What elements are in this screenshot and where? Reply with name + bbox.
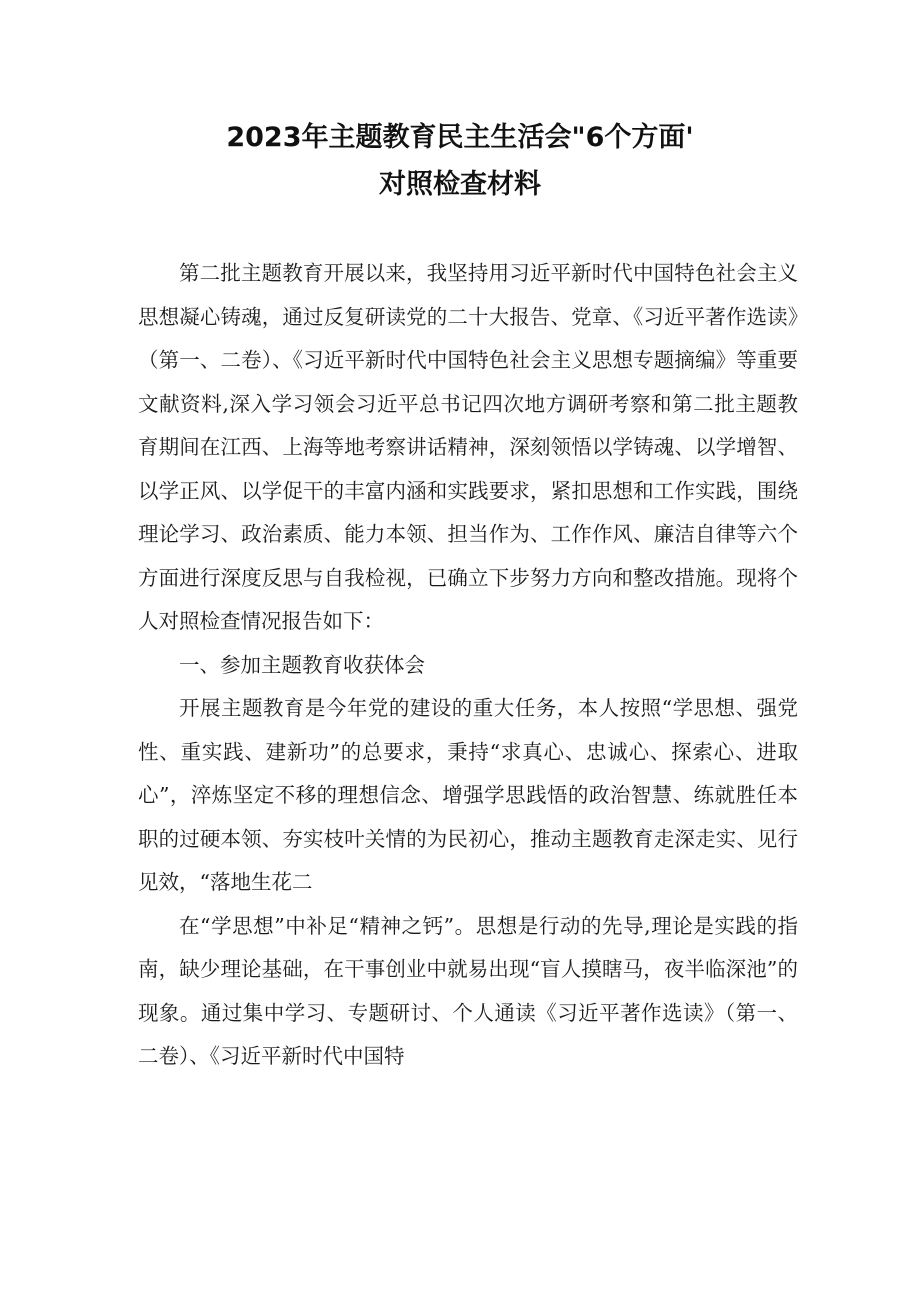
paragraph-section-1: 开展主题教育是今年党的建设的重大任务，本人按照“学思想、强党性、重实践、建新功”的总要求，秉持“求真心、忠诚心、探索心、进取心”，淬炼坚定不移的理想信念、增强学思践悟的政治智慧、练就胜任本职的过硬本领、夯实枝叶关情的为民初心，推动主题教育走深走实、见行见效，“落地生花二 — [138, 696, 798, 894]
paragraph-study-thought: 在“学思想”中补足“精神之钙”。思想是行动的先导,理论是实践的指南，缺少理论基础，在干事创业中就易出现“盲人摸瞎马，夜半临深池”的现象。通过集中学习、专题研讨、个人通读《习近平著作选读》（第一、二卷）、《习近平新时代中国特 — [138, 913, 798, 1068]
section-heading-1: 一、参加主题教育收获体会 — [179, 652, 425, 677]
paragraph-intro: 第二批主题教育开展以来，我坚持用习近平新时代中国特色社会主义思想凝心铸魂，通过反复研读党的二十大报告、党章、《习近平著作选读》（第一、二卷）、《习近平新时代中国特色社会主义思想专题摘编》等重要文献资料,深入学习领会习近平总书记四次地方调研考察和第二批主题教育期间在江西、上海等地考察讲话精神，深刻领悟以学铸魂、以学增智、以学正风、以学促干的丰富内涵和实践要求，紧扣思想和工作实践，围绕理论学习、政治素质、能力本领、担当作为、工作作风、廉洁自律等六个方面进行深度反思与自我检视，已确立下步努力方向和整改措施。现将个人对照检查情况报告如下： — [138, 261, 798, 633]
document-title-line-2: 对照检查材料 — [379, 169, 541, 200]
document-body — [138, 252, 798, 1079]
document-title-line-1: 2023年主题教育民主生活会"6个方面' — [226, 122, 694, 153]
